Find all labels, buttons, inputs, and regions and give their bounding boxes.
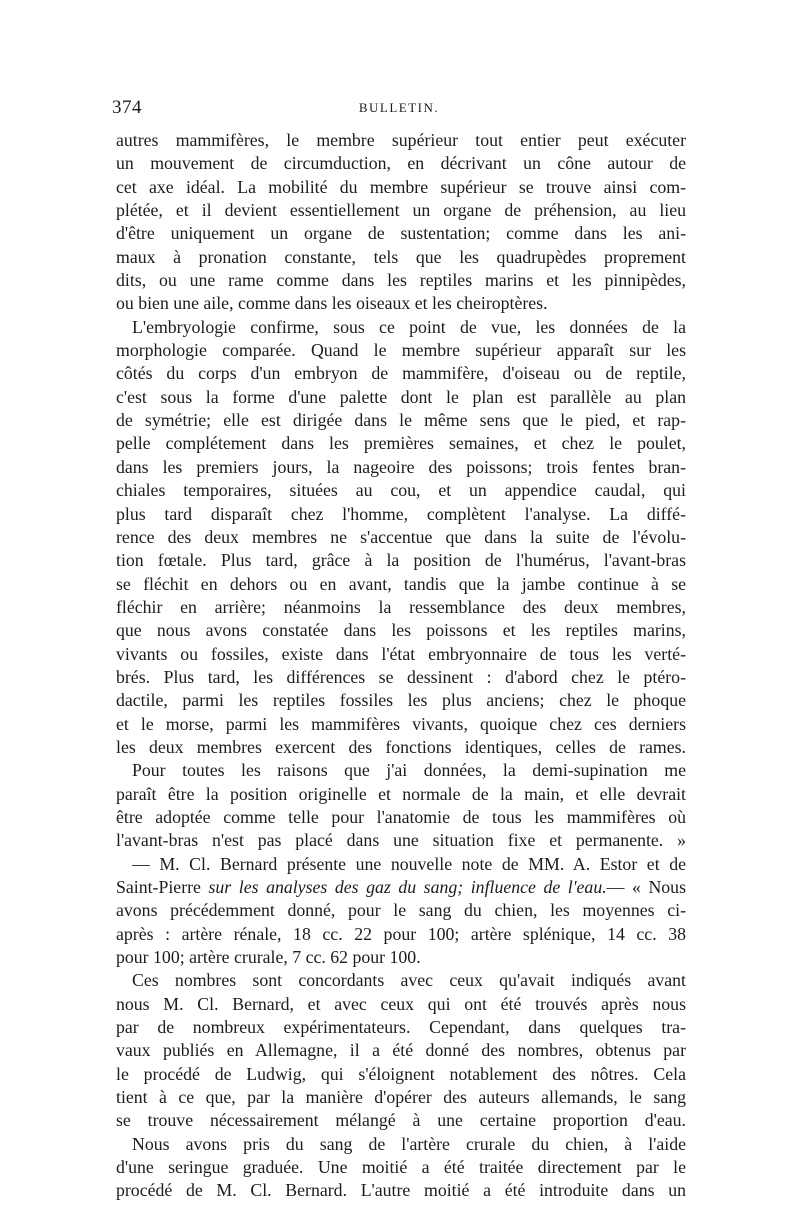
- text-line: maux à pronation constante, tels que les quadrupèdes proprement: [116, 246, 686, 267]
- text-line: pour 100; artère crurale, 7 cc. 62 pour 100.: [116, 947, 421, 968]
- text-line: de symétrie; elle est dirigée dans le même sens que le pied, et rap-: [116, 410, 686, 431]
- text-line: fléchir en arrière; néanmoins la ressemblance des deux membres,: [116, 596, 686, 617]
- text-line-roman: Saint-Pierre: [116, 877, 209, 897]
- body-text: [116, 129, 686, 1203]
- text-line: brés. Plus tard, les différences se dessinent : d'abord chez le ptéro-: [116, 666, 686, 687]
- text-line: être adoptée comme telle pour l'anatomie de tous les mammifères où: [116, 806, 686, 827]
- text-line: tion fœtale. Plus tard, grâce à la position de l'humérus, l'avant-bras: [116, 550, 686, 571]
- text-line: pelle complétement dans les premières semaines, et chez le poulet,: [116, 433, 686, 454]
- text-line: Nous avons pris du sang de l'artère crurale du chien, à l'aide: [132, 1133, 686, 1154]
- text-line: dactile, parmi les reptiles fossiles les plus anciens; chez le phoque: [116, 690, 686, 711]
- text-line: dits, ou une rame comme dans les reptiles marins et les pinnipèdes,: [116, 270, 686, 291]
- running-title: BULLETIN.: [358, 100, 440, 115]
- text-line: vaux publiés en Allemagne, il a été donné des nombres, obtenus par: [116, 1040, 686, 1061]
- text-line: d'être uniquement un organe de sustentation; comme dans les ani-: [116, 223, 686, 244]
- text-line: les deux membres exercent des fonctions identiques, celles de rames.: [116, 736, 686, 757]
- text-line: avons précédemment donné, pour le sang du chien, les moyennes ci-: [116, 900, 686, 921]
- text-line: un mouvement de circumduction, en décrivant un cône autour de: [116, 153, 686, 174]
- text-line: que nous avons constatée dans les poissons et les reptiles marins,: [116, 620, 686, 641]
- text-line: par de nombreux expérimentateurs. Cependant, dans quelques tra-: [116, 1017, 686, 1038]
- text-line: rence des deux membres ne s'accentue que dans la suite de l'évolu-: [116, 526, 686, 547]
- article-title-italic: sur les analyses des gaz du sang; influence de l'eau.: [208, 877, 607, 897]
- running-head: [112, 97, 686, 123]
- text-line: dans les premiers jours, la nageoire des poissons; trois fentes bran-: [116, 456, 686, 477]
- text-line: ou bien une aile, comme dans les oiseaux et les cheiroptères.: [116, 293, 548, 314]
- text-line: après : artère rénale, 18 cc. 22 pour 100; artère splénique, 14 cc. 38: [116, 923, 686, 944]
- text-line: plétée, et il devient essentiellement un organe de préhension, au lieu: [116, 200, 686, 221]
- text-line: le procédé de Ludwig, qui s'éloignent notablement des nôtres. Cela: [116, 1063, 686, 1084]
- text-line: chiales temporaires, situées au cou, et un appendice caudal, qui: [116, 480, 686, 501]
- text-line: et le morse, parmi les mammifères vivants, quoique chez ces derniers: [116, 713, 686, 734]
- text-line: paraît être la position originelle et normale de la main, et elle devrait: [116, 783, 686, 804]
- text-line: côtés du corps d'un embryon de mammifère, d'oiseau ou de reptile,: [116, 363, 686, 384]
- text-line: d'une seringue graduée. Une moitié a été traitée directement par le: [116, 1157, 686, 1178]
- text-line: c'est sous la forme d'une palette dont le plan est parallèle au plan: [116, 386, 686, 407]
- text-line: tient à ce que, par la manière d'opérer des auteurs allemands, le sang: [116, 1087, 686, 1108]
- text-line: [116, 876, 686, 899]
- text-line: plus tard disparaît chez l'homme, complètent l'analyse. La diffé-: [116, 503, 686, 524]
- text-line: Ces nombres sont concordants avec ceux qu'avait indiqués avant: [132, 970, 686, 991]
- text-line: se fléchit en dehors ou en avant, tandis que la jambe continue à se: [116, 573, 686, 594]
- text-line: vivants ou fossiles, existe dans l'état embryonnaire de tous les verté-: [116, 643, 686, 664]
- text-line: se trouve nécessairement mélangé à une certaine proportion d'eau.: [116, 1110, 686, 1131]
- text-line: morphologie comparée. Quand le membre supérieur apparaît sur les: [116, 340, 686, 361]
- text-line: autres mammifères, le membre supérieur tout entier peut exécuter: [116, 130, 686, 150]
- text-line: — M. Cl. Bernard présente une nouvelle note de MM. A. Estor et de: [132, 853, 686, 874]
- text-line: l'avant-bras n'est pas placé dans une situation fixe et permanente. »: [116, 830, 686, 851]
- text-line: L'embryologie confirme, sous ce point de vue, les données de la: [132, 316, 686, 337]
- text-line: Pour toutes les raisons que j'ai données, la demi-supination me: [132, 760, 686, 781]
- text-line: procédé de M. Cl. Bernard. L'autre moitié a été introduite dans un: [116, 1180, 686, 1201]
- text-line-roman: — « Nous: [606, 877, 686, 897]
- page-number: 374: [112, 97, 142, 118]
- text-line: cet axe idéal. La mobilité du membre supérieur se trouve ainsi com-: [116, 176, 686, 197]
- text-line: nous M. Cl. Bernard, et avec ceux qui ont été trouvés après nous: [116, 993, 686, 1014]
